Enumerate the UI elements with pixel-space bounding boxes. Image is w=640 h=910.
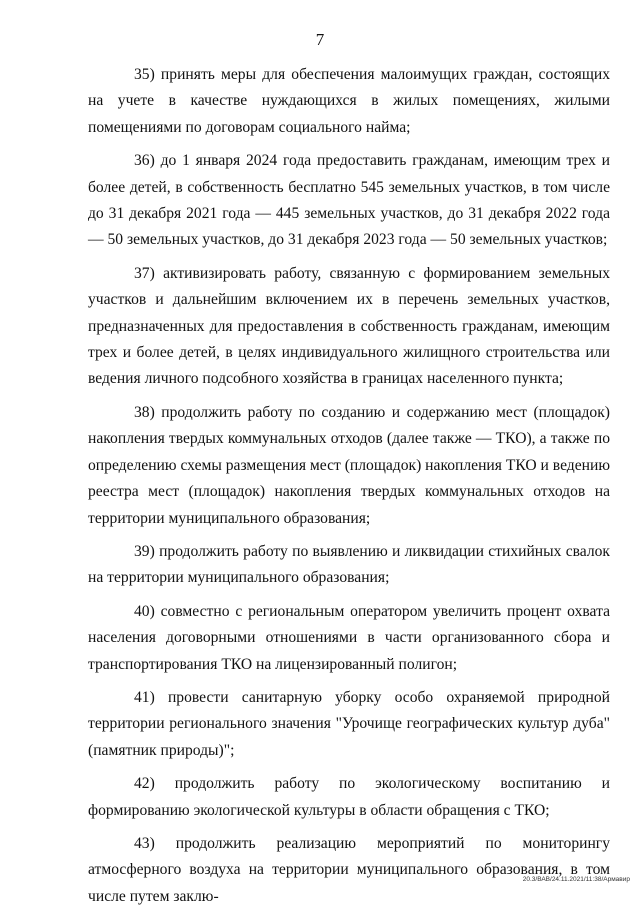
paragraph-item-38: 38) продолжить работу по созданию и содержанию мест (площадок) накопления твердых коммунальных отходов (далее также — ТКО), а также по определению схемы размещения мест (площадок) накопления ТКО и ведению реестра мест (площадок) накопления твердых коммунальных отходов на территории муниципального образования;	[88, 403, 610, 527]
page-number: 7	[315, 30, 325, 49]
document-body	[88, 62, 610, 910]
paragraph-item-37: 37) активизировать работу, связанную с формированием земельных участков и дальнейшим включением их в перечень земельных участков, предназначенных для предоставления в собственность гражданам, имеющим трех и более детей, в целях индивидуального жилищного строительства или ведения личного подсобного хозяйства в границах населенного пункта;	[88, 264, 610, 388]
paragraph-item-35: 35) принять меры для обеспечения малоимущих граждан, состоящих на учете в качестве нуждающихся в жилых помещениях, жилыми помещениями по договорам социального найма;	[88, 66, 610, 136]
paragraph-item-41: 41) провести санитарную уборку особо охраняемой природной территории регионального значения "Урочище географических культур дуба" (памятник природы)";	[88, 688, 610, 759]
paragraph-item-36: 36) до 1 января 2024 года предоставить гражданам, имеющим трех и более детей, в собственность бесплатно 545 земельных участков, в том числе до 31 декабря 2021 года — 445 земельных участков, до 31 декабря 2022 года — 50 земельных участков, до 31 декабря 2023 года — 50 земельных участков;	[88, 152, 610, 249]
paragraph-item-42: 42) продолжить работу по экологическому воспитанию и формированию экологической культуры в области обращения с ТКО;	[88, 775, 610, 819]
footer-stamp: 20.3/ВАВ/24.11.2021/11:38/Армавир	[522, 876, 630, 883]
paragraph-item-39: 39) продолжить работу по выявлению и ликвидации стихийных свалок на территории муниципального образования;	[88, 542, 610, 587]
paragraph-item-43: 43) продолжить реализацию мероприятий по мониторингу атмосферного воздуха на территории муниципального образования, в том числе путем заклю-	[88, 834, 610, 905]
paragraph-item-40: 40) совместно с региональным оператором увеличить процент охвата населения договорными отношениями в части организованного сбора и транспортирования ТКО на лицензированный полигон;	[88, 602, 610, 673]
